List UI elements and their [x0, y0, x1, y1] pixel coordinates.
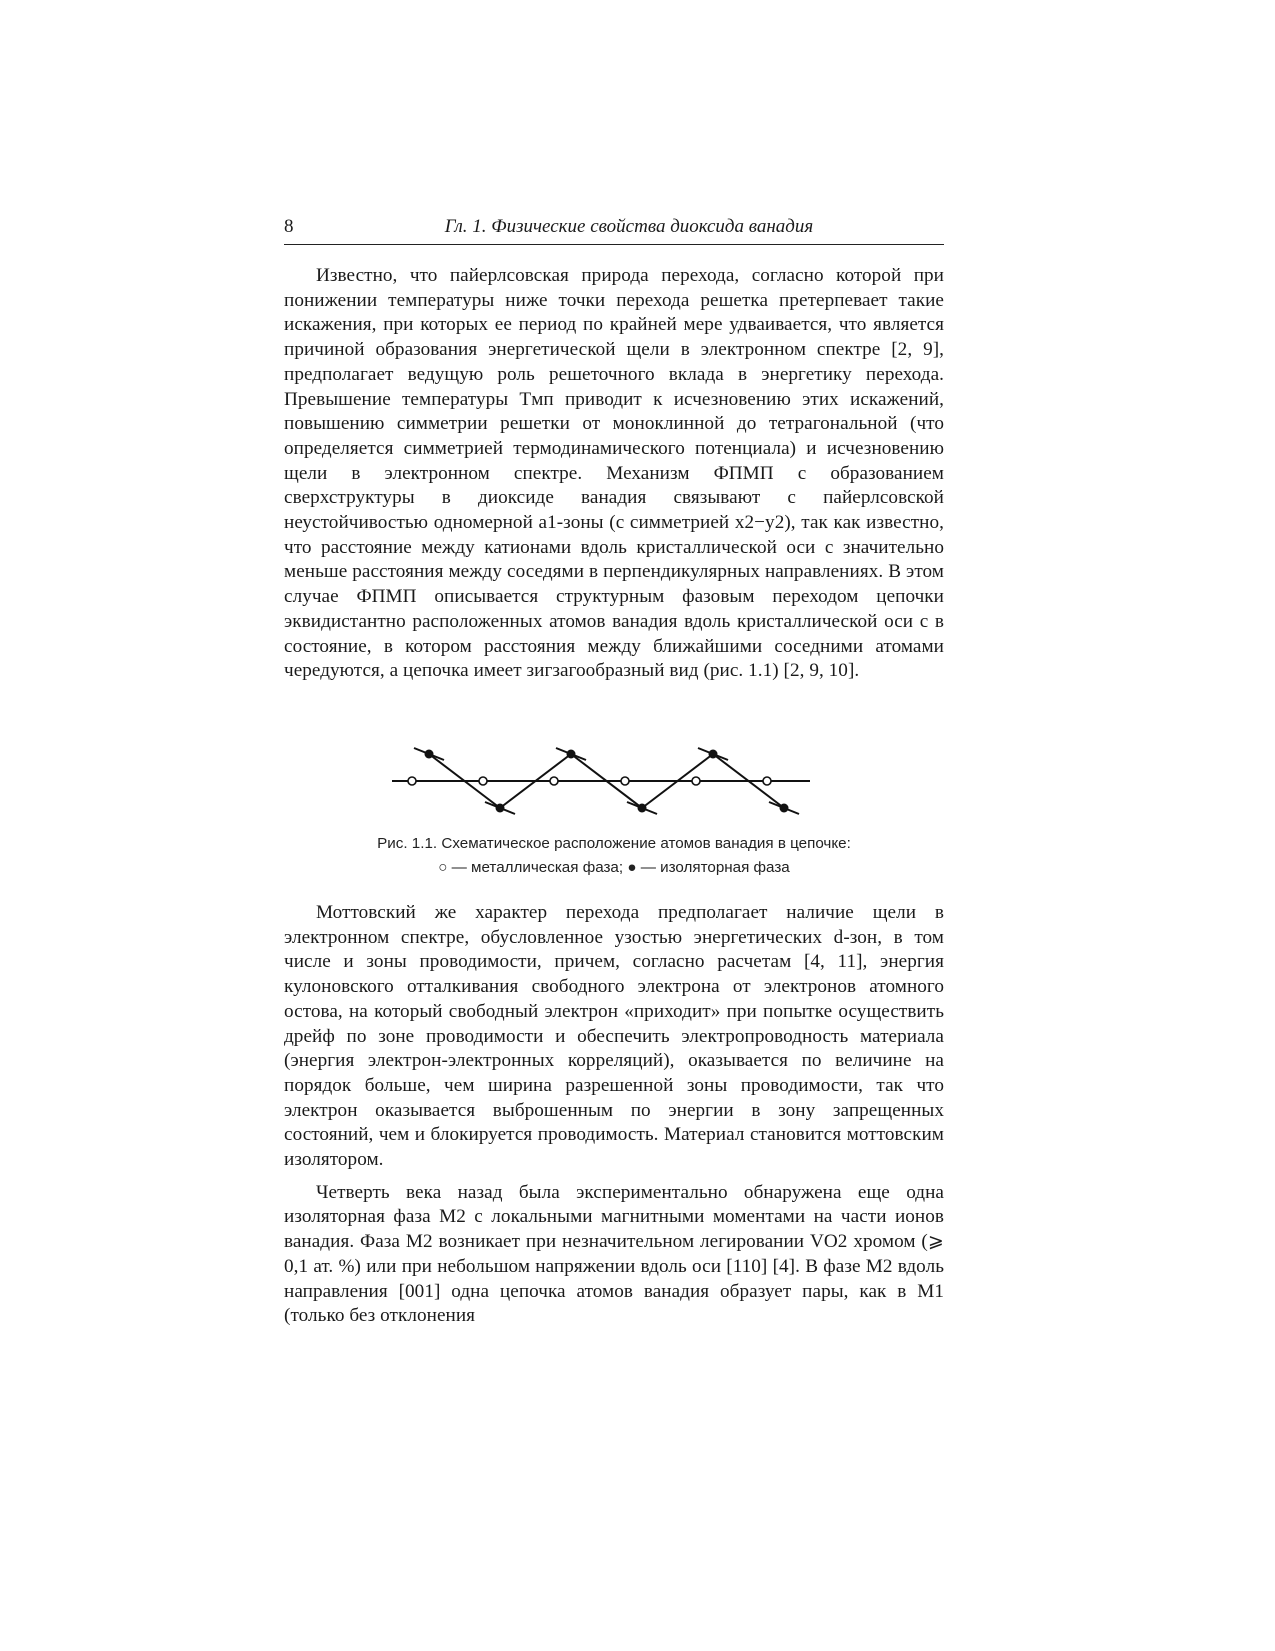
- metallic-atom: [763, 777, 771, 785]
- insulating-atom: [496, 804, 505, 813]
- paragraph-mott: Моттовский же характер перехода предполагает наличие щели в электронном спектре, обусловленное узостью энергетических d-зон, в том числе и зоны проводимости, причем, согласно расчетам [4, 11], энергия кулоновского отталкивания свободного электрона от электронов атомного остова, на который свободный электрон «приходит» при попытке осуществить дрейф по зоне проводимости и обеспечить электропроводность материала (энергия электрон-электронных корреляций), оказывается по величине на порядок больше, чем ширина разрешенной зоны проводимости, так что электрон оказывается выброшенным по энергии в зону запрещенных состояний, чем и блокируется проводимость. Материал становится моттовским изолятором.: [284, 902, 944, 1171]
- insulating-atom: [709, 750, 718, 759]
- page-header: [284, 214, 944, 245]
- metallic-atom: [621, 777, 629, 785]
- metallic-atom: [479, 777, 487, 785]
- metallic-atom: [550, 777, 558, 785]
- metallic-atom: [692, 777, 700, 785]
- caption-line-1: Рис. 1.1. Схематическое расположение атомов ванадия в цепочке:: [377, 835, 851, 852]
- metallic-atom: [408, 777, 416, 785]
- figure-vanadium-chain: [384, 745, 844, 825]
- insulating-atom: [425, 750, 434, 759]
- paragraph-peierls: Известно, что пайерлсовская природа перехода, согласно которой при понижении температуры ниже точки перехода решетка претерпевает такие искажения, при которых ее период по крайней мере удваивается, что является причиной образования энергетической щели в электронном спектре [2, 9], предполагает ведущую роль решеточного вклада в энергетику перехода. Превышение температуры Tмп приводит к исчезновению этих искажений, повышению симметрии решетки от моноклинной до тетрагональной (что определяется симметрией термодинамического потенциала) и исчезновению щели в электронном спектре. Механизм ФПМП с образованием сверхструктуры в диоксиде ванадия связывают с пайерлсовской неустойчивостью одномерной a1-зоны (с симметрией x2−y2), так как известно, что расстояние между катионами вдоль кристаллической оси c значительно меньше расстояния между соседями в перпендикулярных направлениях. В этом случае ФПМП описывается структурным фазовым переходом цепочки эквидистантно расположенных атомов ванадия вдоль кристаллической оси c в состояние, в котором расстояния между ближайшими соседними атомами чередуются, а цепочка имеет зигзагообразный вид (рис. 1.1) [2, 9, 10].: [284, 265, 944, 682]
- page-number: 8: [284, 216, 294, 237]
- caption-line-2: ○ — металлическая фаза; ● — изоляторная фаза: [438, 859, 790, 876]
- chain-diagram: [384, 745, 844, 825]
- body-text-top: [284, 264, 944, 684]
- figure-caption: [284, 832, 944, 880]
- body-text-bottom: [284, 901, 944, 1329]
- insulating-atom: [567, 750, 576, 759]
- paragraph-m2-phase: Четверть века назад была экспериментально обнаружена еще одна изоляторная фаза M2 с локальными магнитными моментами на части ионов ванадия. Фаза M2 возникает при незначительном легировании VO2 хромом (⩾ 0,1 ат. %) или при небольшом напряжении вдоль оси [110] [4]. В фазе M2 вдоль направления [001] одна цепочка атомов ванадия образует пары, как в M1 (только без отклонения: [284, 1181, 944, 1327]
- insulating-atom: [780, 804, 789, 813]
- insulating-atom: [638, 804, 647, 813]
- running-title: Гл. 1. Физические свойства диоксида ванадия: [444, 216, 814, 237]
